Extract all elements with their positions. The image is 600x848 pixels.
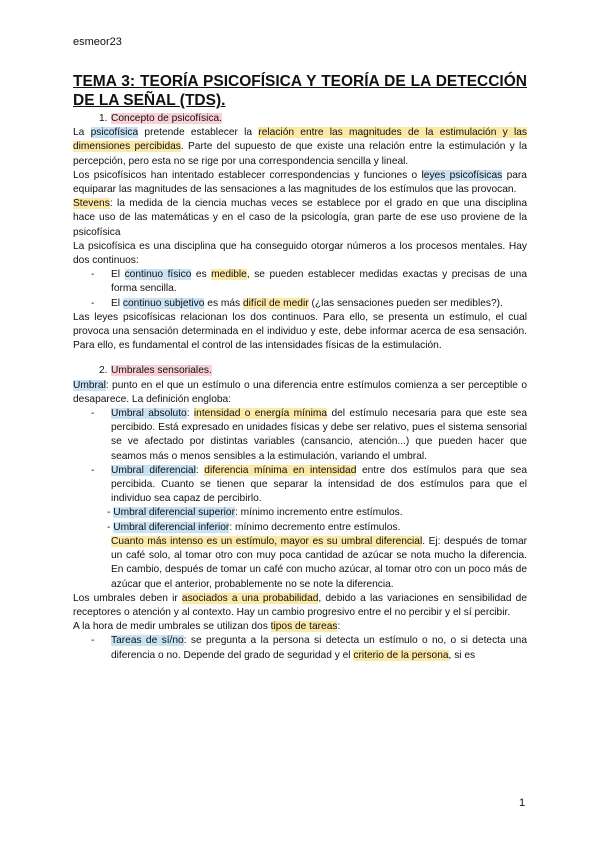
section-heading-2 (73, 364, 527, 378)
highlight-term: Stevens (73, 198, 110, 210)
highlight-phrase: intensidad o energía mínima (193, 408, 328, 420)
highlight-term: leyes psicofísicas (421, 169, 503, 181)
highlight-term: continuo físico (124, 269, 192, 281)
bullet-dash: - (91, 408, 95, 420)
bullet-dash: - (91, 464, 95, 476)
section-title: Concepto de psicofísica. (111, 113, 222, 124)
section-heading-1 (73, 112, 527, 126)
list-item: - Umbral absoluto: intensidad o energía mínima del estímulo necesaria para que este sea percibido. Está expresado en unidades físicas y debe ser relativo, pues el sistema sensorial se ve afectado por distintas variables (cansancio, atención...) que pueden hacer que seamos más o menos sensibles a la estimulación, variando el umbral. (91, 408, 527, 462)
paragraph: La psicofísica pretende establecer la relación entre las magnitudes de la estimulación y las dimensiones percibidas. Parte del supuesto de que existe una relación entre la estimulación y la percepción, pero esta no se rige por una correspondencia sencilla y lineal. (73, 127, 527, 167)
page-title: TEMA 3: TEORÍA PSICOFÍSICA Y TEORÍA DE LA DETECCIÓN DE LA SEÑAL (TDS). (73, 73, 527, 109)
highlight-term: Umbral absoluto (111, 408, 187, 420)
highlight-phrase: asociados a una probabilidad (181, 592, 319, 604)
paragraph: Las leyes psicofísicas relacionan los dos continuos. Para ello, se presenta un estímulo, el cual provoca una sensación determinada en el individuo y este, debe informar acerca de esa sensación. Para ello, es fundamental el control de las intensidades físicas de la estimulación. (73, 311, 527, 352)
page-number: 1 (519, 797, 526, 809)
highlight-term: psicofísica (90, 127, 139, 139)
section-title: Umbrales sensoriales. (111, 365, 212, 377)
highlight-phrase: medible (211, 269, 247, 281)
section-number: 1. (99, 113, 108, 124)
bullet-dash: - (91, 635, 95, 647)
paragraph: Los psicofísicos han intentado establecer correspondencias y funciones o leyes psicofísicas para equiparar las magnitudes de las sensaciones a las magnitudes de los estímulos que las provocan. (73, 169, 527, 196)
highlight-phrase: tipos de tareas (270, 621, 338, 633)
paragraph: La psicofísica es una disciplina que ha conseguido otorgar números a los procesos mentales. Hay dos continuos: (73, 240, 527, 267)
highlight-phrase: difícil de medir (242, 297, 309, 309)
highlight-phrase: diferencia mínima en intensidad (204, 464, 357, 476)
highlight-phrase: relación entre las magnitudes de la estimulación y las dimensiones percibidas (73, 127, 527, 153)
author-name: esmeor23 (73, 36, 122, 48)
list-item: - Umbral diferencial: diferencia mínima en intensidad entre dos estímulos para que sea percibida. Cuanto se tienen que separar la intensidad de dos estímulos para que el individuo sea capaz de percibirlo. (91, 464, 527, 505)
highlight-term: Umbral (73, 379, 106, 391)
list-item: - El continuo físico es medible, se pueden establecer medidas exactas y precisas de una forma sencilla. (91, 269, 528, 295)
paragraph: Cuanto más intenso es un estímulo, mayor es su umbral diferencial. Ej: después de tomar un café solo, al tomar otro con muy poca cantidad de azúcar se nota mucho la diferencia. En cambio, después de tomar un café con mucho azúcar, al tomar otro con un poco más de azúcar que el anterior, probablemente no se note la diferencia. (111, 535, 528, 590)
section-number: 2. (99, 365, 108, 377)
paragraph: Stevens: la medida de la ciencia muchas veces se establece por el grado en que una disciplina hace uso de las matemáticas y en el caso de la psicología, gran parte de ese uso proviene de la psicofísica (73, 198, 527, 238)
paragraph: A la hora de medir umbrales se utilizan dos tipos de tareas: (73, 621, 341, 633)
highlight-term: Umbral diferencial inferior (113, 521, 230, 533)
highlight-term: Tareas de sí/no (111, 635, 184, 647)
list-item: - Tareas de sí/no: se pregunta a la persona si detecta un estímulo o no, o si detecta una diferencia o no. Depende del grado de seguridad y el criterio de la persona, si es (91, 635, 527, 661)
highlight-term: Umbral diferencial superior (113, 507, 235, 519)
paragraph: Los umbrales deben ir asociados a una probabilidad, debido a las variaciones en sensibilidad de receptores o atención y al contexto. Hay un cambio progresivo entre el no percibir y el sí percibir. (73, 592, 527, 618)
sub-list-item: - Umbral diferencial superior: mínimo incremento entre estímulos. (107, 507, 403, 519)
list-item: - El continuo subjetivo es más difícil de medir (¿las sensaciones pueden ser medibles?). (73, 297, 527, 311)
highlight-term: Umbral diferencial (111, 464, 196, 476)
bullet-dash: - (91, 297, 95, 309)
document-body (73, 72, 527, 663)
bullet-dash: - (91, 269, 95, 281)
paragraph: Umbral: punto en el que un estímulo o una diferencia entre estímulos comienza a ser perceptible o desaparece. La definición engloba: (73, 379, 527, 405)
sub-list-item: - Umbral diferencial inferior: mínimo decremento entre estímulos. (107, 521, 401, 533)
highlight-term: continuo subjetivo (122, 297, 205, 309)
highlight-phrase: Cuanto más intenso es un estímulo, mayor es su umbral diferencial (111, 535, 423, 547)
highlight-phrase: criterio de la persona (353, 649, 449, 661)
